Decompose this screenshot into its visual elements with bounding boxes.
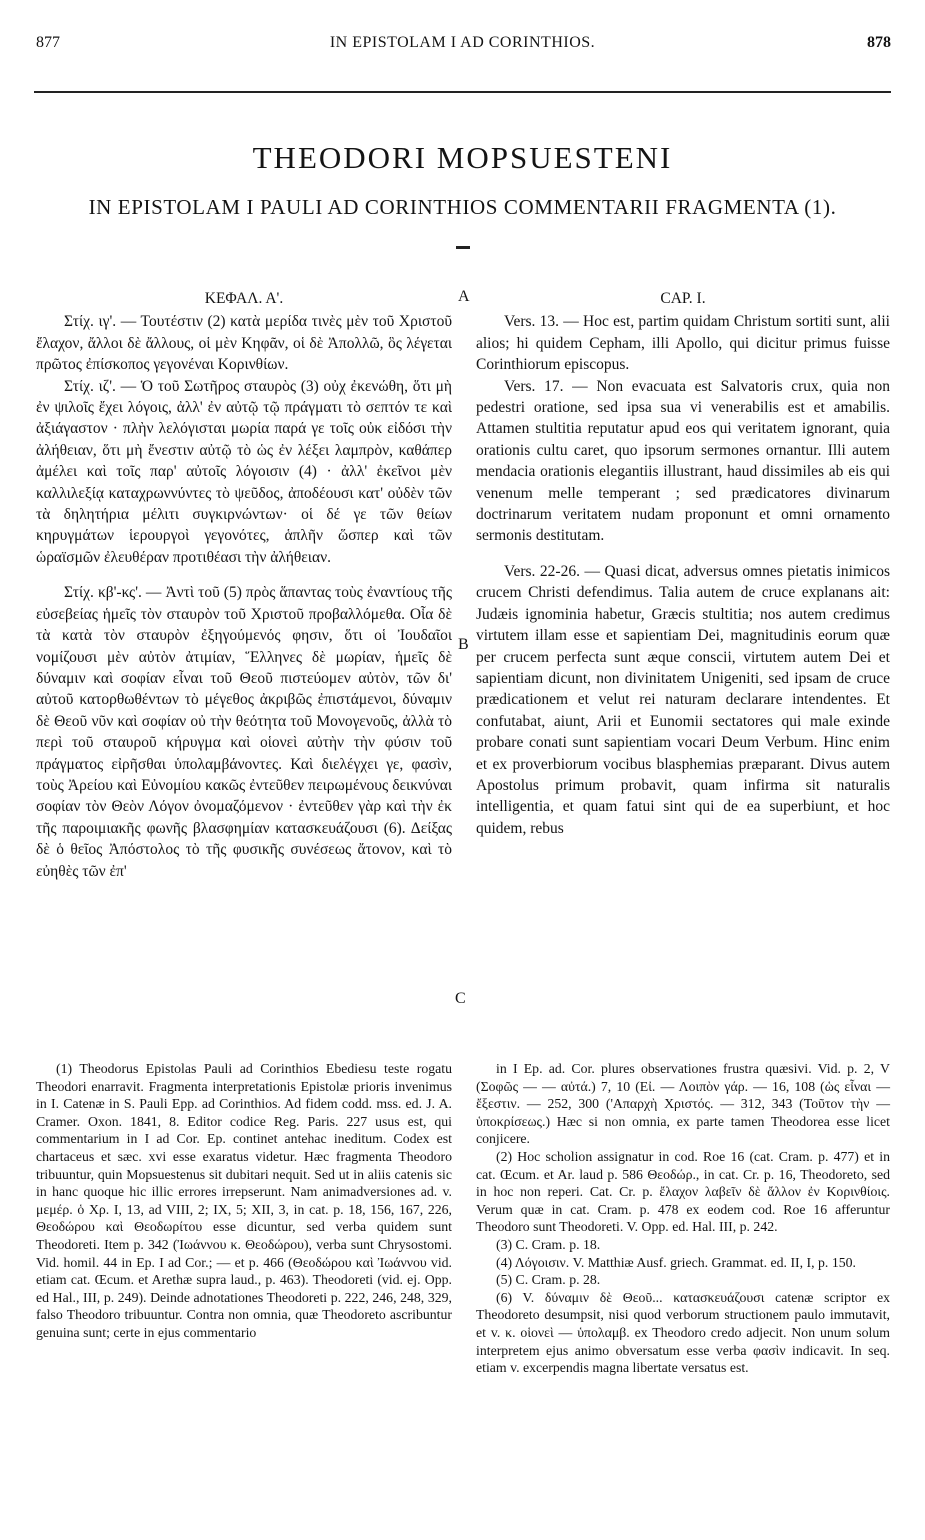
latin-column	[476, 288, 890, 839]
greek-paragraph-2: Στίχ. ιζ'. — Ὁ τοῦ Σωτῆρος σταυρὸς (3) οὐχ ἐκενώθη, ὅτι μὴ ἐν ψιλοῖς ἔχει λόγοις, ἀλλ' ἐν αὐτῷ τῷ πράγματι τὸ σεπτόν τε καὶ ἀξιάγαστον · πλὴν λελόγισται μωρία παρά γε τοῖς οὐκ εἰδόσι τὴν ἀλήθειαν, ὅτι μὴ ἔνεστιν αὐτῷ τὸ ὡς ἐν λέξει λαμπρὸν, καθάπερ ἀμέλει καὶ τοῖς παρ' αὐτοῖς λόγοισιν (4) · ἀλλ' ἐκεῖνοι μὲν καλλιλεξίᾳ καταχρωννύντες τὸ ψεῦδος, ἀποδέουσι κατ' οὐδὲν τῶν τὰ δηλητήρια μέλιτι συγκιρνώντων· οἱ δέ γε τῶν θείων κηρυγμάτων ἱερουργοὶ γεγονότες, ἁπλῆν ὥσπερ καὶ τῶν ὡραϊσμῶν ἐλευθέραν προτιθέασι τὴν ἀλήθειαν.	[36, 377, 452, 566]
title-dash-divider	[456, 246, 470, 249]
latin-heading: CAP. I.	[660, 290, 706, 307]
footnote-4: (4) Λόγοισιν. V. Matthiæ Ausf. griech. Grammat. ed. II, I, p. 150.	[496, 1254, 856, 1270]
page-number-left: 877	[36, 34, 60, 51]
page-title: THEODORI MOPSUESTENI	[252, 140, 673, 175]
footnote-1-continued: in I Ep. ad. Cor. plures observationes frustra quæsivi. Vid. p. 2, V (Σοφῶς — — αὐτά.) 7, 10 (Εἰ. — Λοιπὸν γάρ. — 16, 108 (ὡς εἶναι — ἔξεστιν. — 252, 300 ('Απαρχὴ Χριστός. — 312, 343 (Τοῦτον τὴν — ὑποκρίσεως.) Hæc si non omnia, ex parte tamen Theodorea esse licet conjicere.	[476, 1061, 890, 1147]
page-number-right: 878	[867, 34, 891, 51]
page-subtitle: IN EPISTOLAM I PAULI AD CORINTHIOS COMMENTARII FRAGMENTA (1).	[88, 195, 837, 219]
footnotes-left	[36, 1060, 452, 1342]
footnote-1: (1) Theodorus Epistolas Pauli ad Corinthios Ebediesu teste rogatu Theodori enarravit. Fragmenta interpretationis Epistolæ prioris invenimus in I. Catenæ in S. Pauli Epp. ad Corinthios. Ad fidem codd. mss. ed. J. A. Cramer. Oxon. 1841, 8. Editor codice Reg. Paris. 227 usus est, qui commentarium in I ad Cor. Ep. continet antehac ineditum. Codex est chartaceus et sæc. xvi esse exaratus videtur. Hæc fragmenta Theodoro tribuuntur, quin Mopsuestenus sit dubitari nequit. Sed ut in aliis catenis sic in hanc quoque hic illic errores irrepserunt. Nam animadversiones ad. v. μεμέρ. ὁ Χρ. I, 13, ad VIII, 2; IX, 5; XII, 3, in cat. p. 18, 156, 167, 226, Θεοδώρου καὶ Θεοδωρίτου esse dicuntur, sed verba quidem sunt Theodoreti. Item p. 342 (Ἰωάννου κ. Θεοδώρου), verba sunt Chrysostomi. Vid. homil. 44 in Ep. I ad Cor.; — et p. 466 (Θεοδώρου καὶ Ἰωάννου vid. etiam cat. Œcum. et Arethæ supra laud., p. 463). Theodoreti (vid. ej. Opp. ed Hal., III, p. 249). Deinde adnotationes Theodoreti p. 222, 246, 248, 329, falso Theodoro tribuuntur. Contra non omnia, quæ Theodoreto ascribuntur genuina sunt; certe in ejus commentario	[36, 1061, 452, 1340]
margin-marker-a: A	[458, 288, 470, 305]
latin-paragraph-2: Vers. 17. — Non evacuata est Salvatoris crux, quia non pedestri oratione, sed ipsa sua vi venerabilis est et amabilis. Attamen stultitia reputatur apud eos qui veritatem ignorant, quia orationis cultu caret, quo ipsorum sermones ornantur. Illi autem mendacia orationis elegantiis illustrant, haud dissimiles ab eis qui venenum melle temperant ; sed prædicatores divinarum doctrinarum veritatem nudam proponunt et omni ornamento sermonis destitutam.	[476, 377, 890, 545]
footnote-6: (6) V. δύναμιν δὲ Θεοῦ... κατασκευάζουσι catenæ scriptor ex Theodoreto desumpsit, nisi quod verborum structionem paulo immutavit, et v. κ. οἱονεὶ — ὑπολαμβ. ex Theodoro credo adjecit. Non unum solum interpretem ejus animo obversatum esse verba φασὶν indicavit. In seq. etiam v. excerpendis magna libertate versatus est.	[476, 1289, 890, 1376]
margin-marker-c: C	[455, 990, 466, 1007]
greek-heading: ΚΕΦΑΛ. Α'.	[204, 290, 284, 307]
footnote-5: (5) C. Cram. p. 28.	[496, 1272, 601, 1288]
latin-paragraph-1: Vers. 13. — Hoc est, partim quidam Christum sortiti sunt, alii alios; hi quidem Cepham, illi Apollo, qui dicitur primus fuisse Corinthiorum episcopus.	[476, 313, 890, 374]
latin-paragraph-3: Vers. 22-26. — Quasi dicat, adversus omnes pietatis inimicos crucem Christi defendimus. Talia autem de cruce explanans ait: Judæis ignominia habetur, Græcis stultitia; nos autem credimus virtutem illam esse et sapientiam Dei, magnitudinis eorum quæ per crucem perfecta sunt æque conscii, virtutem autem Dei et sapientiam dicunt, non divinitatem Unigeniti, sed ipsam de cruce prædicationem et velut rei naturam declarare intendentes. Et confutabat, aiunt, Arii et Eunomii sectatores qui male exinde probare conati sunt sapientiam vocari Deum Verbum. Hinc enim et ex proverbiorum vocibus blasphemias præparant. Divus autem Apostolus primum probavit, quam infirma sit naturalis intelligentia, et quam fatui sint qui de ea superbiunt, et hoc quidem, rebus	[476, 562, 890, 837]
header-rule	[34, 91, 891, 93]
greek-paragraph-1: Στίχ. ιγ'. — Τουτέστιν (2) κατὰ μερίδα τινὲς μὲν τοῦ Χριστοῦ ἔλαχον, ἄλλοι δὲ ἄλλους, οἱ μὲν Κηφᾶν, οἱ δὲ Ἀπολλῶ, ὃς λέγεται πρῶτος ἐπίσκοπος γεγονέναι Κορινθίων.	[36, 313, 452, 374]
footnotes-right	[476, 1060, 890, 1377]
running-title: IN EPISTOLAM I AD CORINTHIOS.	[329, 34, 596, 51]
margin-marker-b: B	[458, 636, 469, 653]
greek-paragraph-3: Στίχ. κβ'-κς'. — Ἀντὶ τοῦ (5) πρὸς ἅπαντας τοὺς ἐναντίους τῆς εὐσεβείας ἡμεῖς τὸν σταυρὸν τοῦ Χριστοῦ προβαλλόμεθα. Οἷα δὲ τὰ κατὰ τὸν σταυρὸν ἐξηγούμενός φησιν, ὅτι οἱ Ἰουδαῖοι νομίζουσι μὲν αὐτὸν ἀτιμίαν, Ἕλληνες δὲ μωρίαν, ἡμεῖς δὲ δύναμιν καὶ σοφίαν εἶναι τοῦ Θεοῦ πιστεύομεν αὐτὸν, τῶν δι' αὐτοῦ κατορθωθέντων τὸ μέγεθος ἀκριβῶς ἐπιστάμενοι, δύναμιν δὲ Θεοῦ νῦν καὶ σοφίαν οὐ τὴν θεότητα τοῦ Μονογενοῦς, ἀλλὰ τὸ περὶ τοῦ σταυροῦ κήρυγμα καὶ οἱονεὶ αὐτὴν τὴν φύσιν τοῦ πράγματος εἰρῆσθαι ὑπολαμβάνοντες. Καὶ διελέγχει γε, φασὶν, τοὺς Ἀρείου καὶ Εὐνομίου κακῶς ἐντεῦθεν πειρωμένους δεικνύναι σοφίαν τὸν Θεὸν Λόγον ὀνομαζόμενον · ἐντεῦθεν γὰρ καὶ τὴν ἐκ τῆς παροιμιακῆς φωνῆς βλασφημίαν κατασκευάζουσι (6). Δείξας δὲ ὁ θεῖος Ἀπόστολος τὸ τῆς φυσικῆς συνέσεως ἄτονον, καὶ τὸ εὐηθὲς τῶν ἐπ'	[36, 584, 452, 880]
footnote-2: (2) Hoc scholion assignatur in cod. Roe 16 (cat. Cram. p. 477) et in cat. Œcum. et Ar. laud p. 586 Θεοδώρ., in cat. Cr. p. 16, Theodoreto, sed in hoc non reperi. Cat. Cr. p. ἔλαχον λαβεῖν δὲ ἄλλον ἐν Κορινθίοις. Verum quæ in cat. Cram. p. 478 ex eodem cod. Roe 16 afferuntur Theodoro sunt Theodoreti. V. Opp. ed. Hal. III, p. 242.	[476, 1148, 890, 1235]
footnote-3: (3) C. Cram. p. 18.	[496, 1236, 601, 1252]
greek-column	[36, 288, 452, 882]
